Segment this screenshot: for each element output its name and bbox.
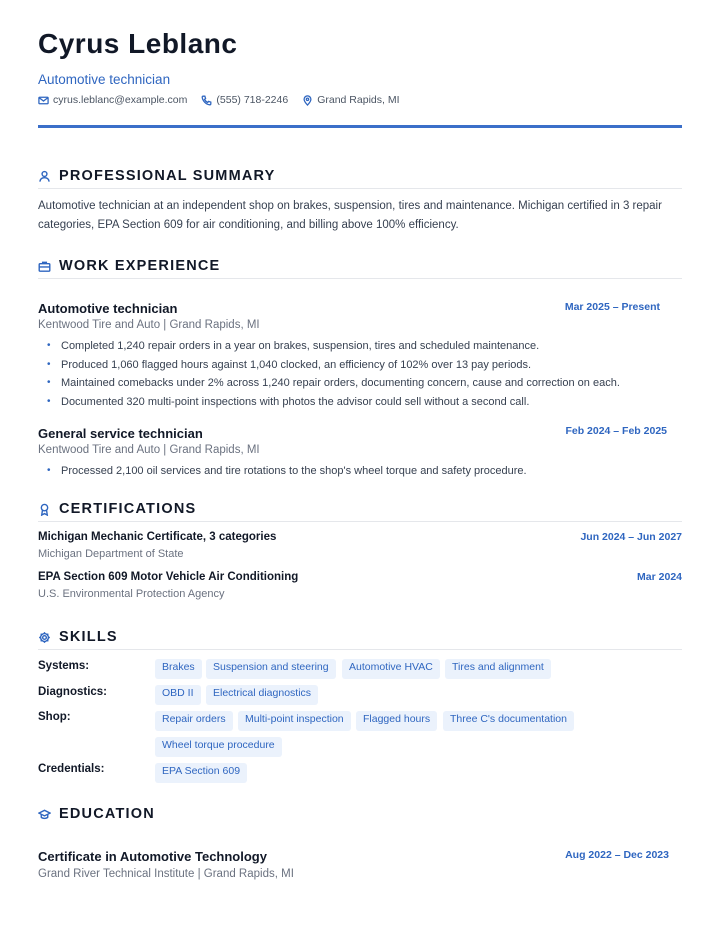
job-bullets [38,337,620,412]
location-pin-icon [302,95,313,106]
graduation-cap-icon [38,808,51,821]
header-divider [38,125,682,128]
job-title: General service technician [38,426,203,441]
summary-text: Automotive technician at an independent shop on brakes, suspension, tires and maintenance. Michigan certified in 3 repair categories, EPA Section 609 for air conditioning, and billing above 100% efficiency. [38,200,662,231]
phone-icon [201,95,212,106]
cert-dates: Jun 2024 – Jun 2027 [580,531,682,543]
mail-icon [38,95,49,106]
contact-email[interactable] [38,94,187,106]
skill-tag: Brakes [155,659,202,679]
contact-phone[interactable] [201,94,288,106]
cert-org: Michigan Department of State [38,548,184,560]
job-org: Kentwood Tire and Auto | Grand Rapids, MI [38,444,260,456]
cert-org: U.S. Environmental Protection Agency [38,588,225,600]
job-bullets [38,462,527,481]
skill-tag: Multi-point inspection [238,711,351,731]
award-ribbon-icon [38,503,51,516]
contact-location [302,94,399,106]
section-title: PROFESSIONAL SUMMARY [59,168,276,184]
briefcase-icon [38,260,51,273]
phone-text: (555) 718-2246 [216,94,289,106]
list-item: • Documented 320 multi-point inspections with photos the advisor could sell without a second call. [38,393,620,412]
section-title: SKILLS [59,629,118,645]
cert-name: Michigan Mechanic Certificate, 3 categories [38,531,277,543]
cert-dates: Mar 2024 [637,571,682,583]
degree-title: Certificate in Automotive Technology [38,849,267,864]
skill-label: Systems: [38,660,90,672]
person-icon [38,170,51,183]
section-education-header [38,802,682,826]
section-title: CERTIFICATIONS [59,501,197,517]
skill-tag: EPA Section 609 [155,763,247,783]
skill-label: Credentials: [38,763,105,775]
email-text: cyrus.leblanc@example.com [53,94,188,106]
section-skills-header [38,625,682,650]
list-item: • Maintained comebacks under 2% across 1,240 repair orders, documenting concern, cause and correction on each. [38,374,620,393]
job-dates: Feb 2024 – Feb 2025 [565,425,667,437]
job-dates: Mar 2025 – Present [564,301,660,313]
skill-label: Diagnostics: [38,686,108,698]
gear-icon [38,631,51,644]
contact-info [38,94,414,106]
skill-tag: Suspension and steering [206,659,336,679]
school-name: Grand River Technical Institute | Grand Rapids, MI [38,868,294,880]
skill-tag: OBD II [155,685,201,705]
cert-name: EPA Section 609 Motor Vehicle Air Conditioning [38,571,299,583]
section-certifications-header [38,497,682,522]
candidate-title: Automotive technician [38,72,171,87]
skill-tag: Flagged hours [356,711,437,731]
skill-tag: Three C's documentation [443,711,574,731]
list-item: • Processed 2,100 oil services and tire rotations to the shop's wheel torque and safety procedure. [38,462,527,481]
skill-label: Shop: [38,711,71,723]
section-title: WORK EXPERIENCE [59,258,221,274]
location-text: Grand Rapids, MI [317,94,400,106]
education-dates: Aug 2022 – Dec 2023 [565,849,669,861]
skill-tag: Electrical diagnostics [206,685,318,705]
job-org: Kentwood Tire and Auto | Grand Rapids, MI [38,319,260,331]
section-experience-header [38,254,682,279]
candidate-name: Cyrus Leblanc [38,28,238,59]
list-item: • Produced 1,060 flagged hours against 1,040 clocked, an efficiency of 102% over 13 pay periods. [38,356,620,375]
section-title: EDUCATION [59,806,155,822]
skill-tag: Wheel torque procedure [155,737,282,757]
skill-tag: Tires and alignment [445,659,551,679]
section-summary-header [38,164,682,189]
job-title: Automotive technician [38,301,178,316]
skill-tag: Automotive HVAC [342,659,440,679]
list-item: • Completed 1,240 repair orders in a year on brakes, suspension, tires and scheduled maintenance. [38,337,620,356]
skill-tag: Repair orders [155,711,233,731]
